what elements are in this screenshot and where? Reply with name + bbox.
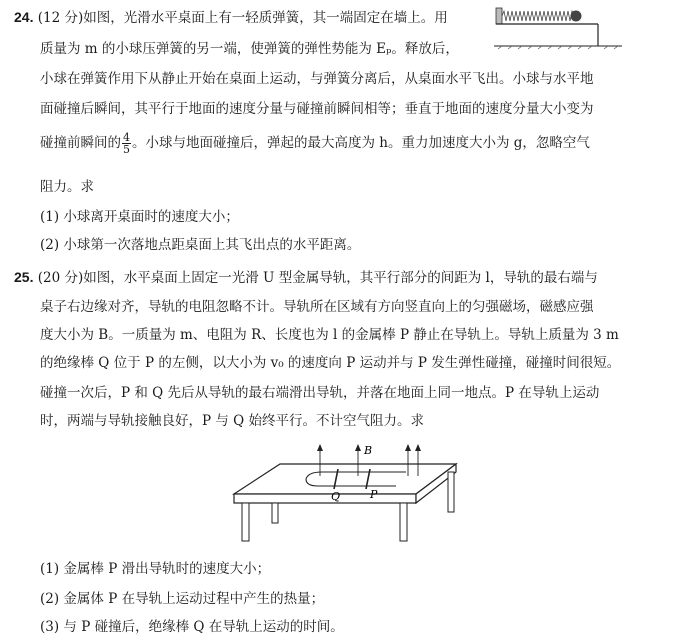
q24-line-2: 质量为 m 的小球压弹簧的另一端，使弹簧的弹性势能为 Eₚ。释放后， xyxy=(40,41,459,57)
q24-text-5a: 碰撞前瞬间的 xyxy=(40,135,121,151)
q25-subq-2: (2) 金属体 P 在导轨上运动过程中产生的热量； xyxy=(40,591,325,607)
fraction-numerator: 4 xyxy=(123,131,130,144)
q24-line-3: 小球在弹簧作用下从静止开始在桌面上运动，与弹簧分离后，从桌面水平飞出。小球与水平地 xyxy=(40,71,594,87)
q24-line-1 xyxy=(14,8,448,27)
q24-line-6: 阻力。求 xyxy=(40,179,94,195)
q24-number: 24. xyxy=(14,9,34,25)
q24-line-5 xyxy=(40,132,590,155)
q25-line-2: 桌子右边缘对齐，导轨的电阻忽略不计。导轨所在区域有方向竖直向上的匀强磁场，磁感应强 xyxy=(40,299,594,315)
q25-subq-3: (3) 与 P 碰撞后，绝缘棒 Q 在导轨上运动的时间。 xyxy=(40,619,344,635)
q24-line-4: 面碰撞后瞬间，其平行于地面的速度分量与碰撞前瞬间相等；垂直于地面的速度分量大小变为 xyxy=(40,101,594,117)
spring-table-figure xyxy=(494,6,624,50)
q24-subq-1: (1) 小球离开桌面时的速度大小； xyxy=(40,209,239,225)
label-B: B xyxy=(364,444,373,457)
label-P: P xyxy=(370,488,378,501)
fraction-four-fifths xyxy=(122,132,131,155)
q25-line-6: 时，两端与导轨接触良好，P 与 Q 始终平行。不计空气阻力。求 xyxy=(40,413,425,429)
label-Q: Q xyxy=(331,490,341,503)
q25-line-3: 度大小为 B。一质量为 m、电阻为 R、长度也为 l 的金属棒 P 静止在导轨上。导轨上质量为 3 m xyxy=(40,327,619,343)
q24-text-5b: 。小球与地面碰撞后，弹起的最大高度为 h。重力加速度大小为 g，忽略空气 xyxy=(132,135,590,151)
q25-line-5: 碰撞一次后，P 和 Q 先后从导轨的最右端滑出导轨，并落在地面上同一地点。P 在导轨上运动 xyxy=(40,385,600,401)
q25-line-1 xyxy=(14,268,598,287)
q24-subq-2: (2) 小球第一次落地点距桌面上其飞出点的水平距离。 xyxy=(40,237,361,253)
fraction-denominator: 5 xyxy=(123,143,130,156)
q25-line-4: 的绝缘棒 Q 位于 P 的左侧，以大小为 v₀ 的速度向 P 运动并与 P 发生弹性碰撞，碰撞时间很短。 xyxy=(40,355,621,371)
q25-text-1: (20 分)如图，水平桌面上固定一光滑 U 型金属导轨，其平行部分的间距为 l，导轨的最右端与 xyxy=(37,270,598,286)
q25-number: 25. xyxy=(14,269,34,285)
q24-text-1: (12 分)如图，光滑水平桌面上有一轻质弹簧，其一端固定在墙上。用 xyxy=(37,10,448,26)
q25-subq-1: (1) 金属棒 P 滑出导轨时的速度大小； xyxy=(40,561,271,577)
u-rail-table-figure xyxy=(226,442,466,552)
